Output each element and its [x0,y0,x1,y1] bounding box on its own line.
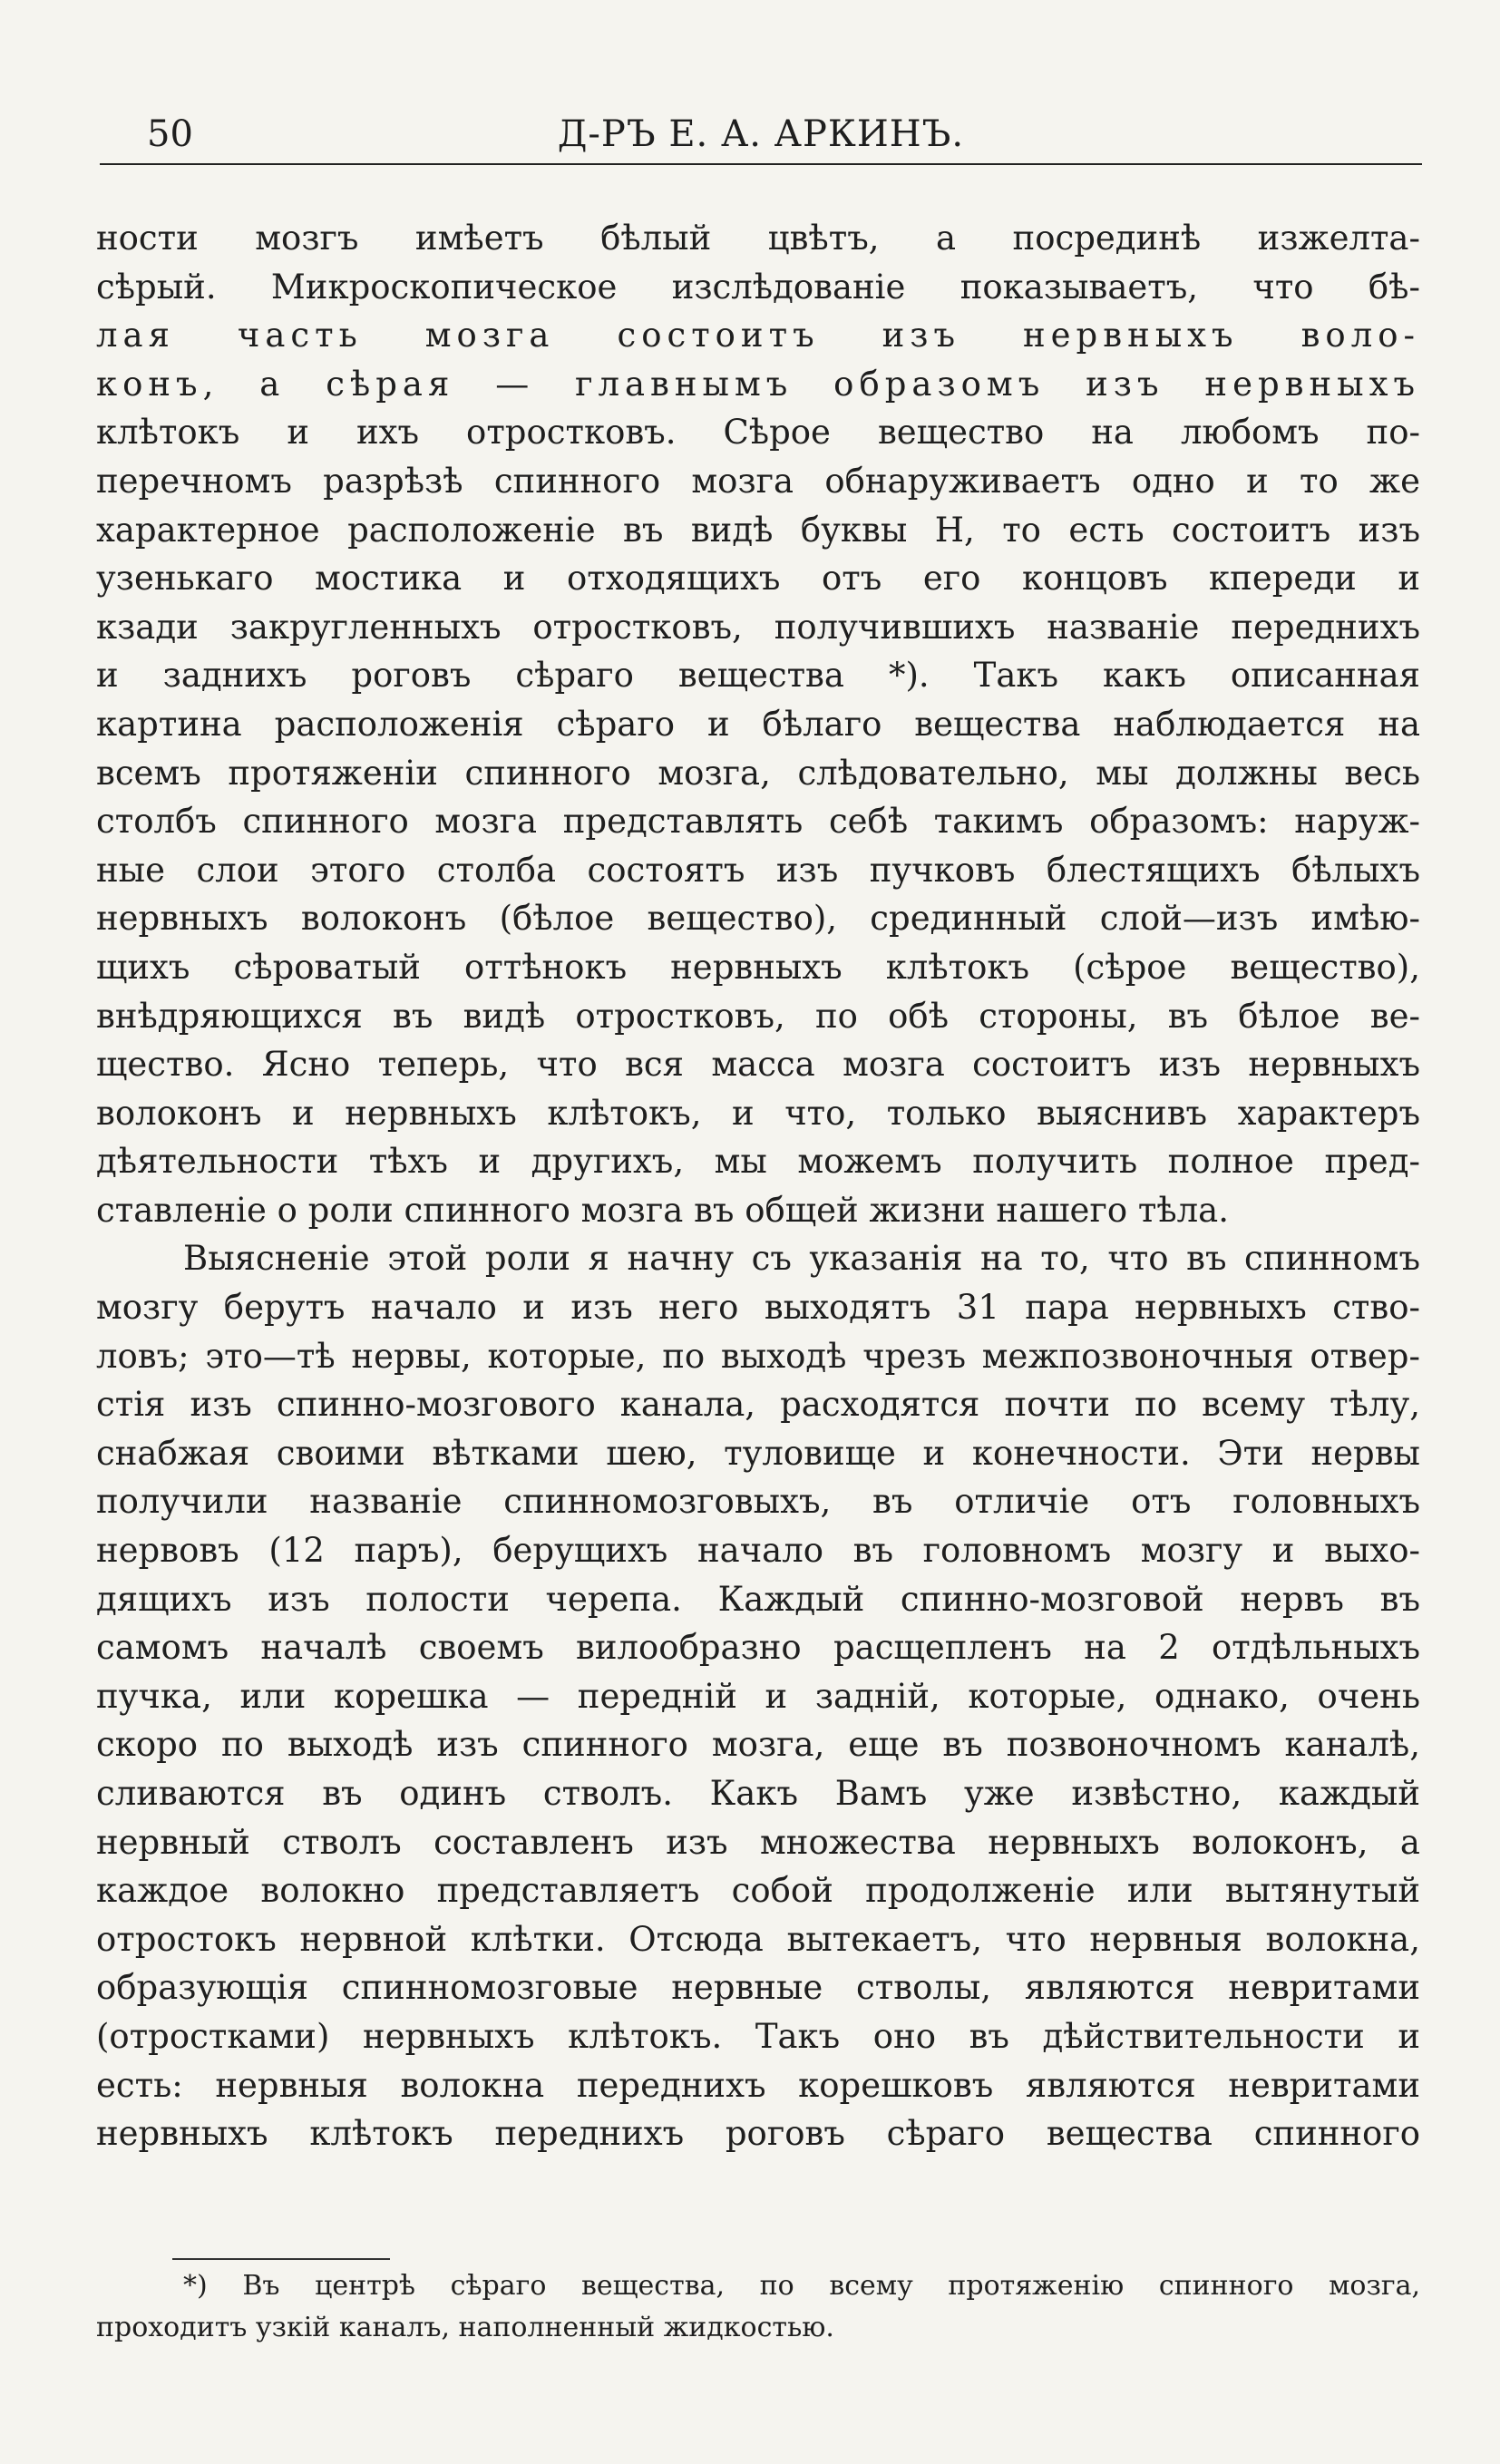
text-line: ности мозгъ имѣетъ бѣлый цвѣтъ, а посрединѣ изжелта- [96,219,1420,258]
text-line: конъ, а сѣрая — главнымъ образомъ изъ нервныхъ [96,364,1420,404]
page-number: 50 [147,113,193,155]
text-line: снабжая своими вѣтками шею, туловище и конечности. Эти нервы [96,1433,1420,1473]
header-rule [100,163,1422,165]
text-line: столбъ спинного мозга представлять себѣ такимъ образомъ: наруж- [96,802,1420,842]
text-line: всемъ протяженіи спинного мозга, слѣдовательно, мы должны весь [96,753,1420,793]
text-line: нервныхъ волоконъ (бѣлое вещество), срединный слой—изъ имѣю- [96,899,1420,939]
text-line: образующія спинномозговые нервные стволы, являются невритами [96,1968,1420,2008]
text-line: волоконъ и нервныхъ клѣтокъ, и что, только выяснивъ характеръ [96,1093,1420,1133]
footnote-rule [172,2258,390,2260]
text-line: отростокъ нервной клѣтки. Отсюда вытекаетъ, что нервныя волокна, [96,1919,1420,1959]
text-line: картина расположенія сѣраго и бѣлаго вещества наблюдается на [96,704,1420,744]
text-line: мозгу берутъ начало и изъ него выходятъ 31 пара нервныхъ ство- [96,1288,1420,1328]
text-line: лая часть мозга состоитъ изъ нервныхъ воло- [96,316,1420,355]
running-head: Д-РЪ Е. А. АРКИНЪ. [557,113,965,155]
text-line: нервный стволъ составленъ изъ множества нервныхъ волоконъ, а [96,1822,1420,1862]
page-header [100,107,1422,161]
text-line: дѣятельности тѣхъ и другихъ, мы можемъ получить полное пред- [96,1142,1420,1182]
text-line: нервовъ (12 паръ), берущихъ начало въ головномъ мозгу и выхо- [96,1531,1420,1571]
text-line: щество. Ясно теперь, что вся масса мозга состоитъ изъ нервныхъ [96,1045,1420,1085]
text-line: перечномъ разрѣзѣ спинного мозга обнаруживаетъ одно и то же [96,461,1420,501]
text-line: узенькаго мостика и отходящихъ отъ его концовъ кпереди и [96,559,1420,599]
text-line: дящихъ изъ полости черепа. Каждый спинно-мозговой нервъ въ [96,1579,1420,1619]
text-line: нервныхъ клѣтокъ переднихъ роговъ сѣраго вещества спинного [96,2114,1420,2154]
text-line: внѣдряющихся въ видѣ отростковъ, по обѣ стороны, въ бѣлое ве- [96,996,1420,1036]
text-line: скоро по выходѣ изъ спинного мозга, еще въ позвоночномъ каналѣ, [96,1725,1420,1765]
text-line: сливаются въ одинъ стволъ. Какъ Вамъ уже извѣстно, каждый [96,1774,1420,1813]
text-line: есть: нервныя волокна переднихъ корешковъ являются невритами [96,2065,1420,2105]
text-line: кзади закругленныхъ отростковъ, получившихъ названіе переднихъ [96,607,1420,647]
text-line: ловъ; это—тѣ нервы, которые, по выходѣ чрезъ межпозвоночныя отвер- [96,1336,1420,1376]
text-line: ные слои этого столба состоятъ изъ пучковъ блестящихъ бѣлыхъ [96,850,1420,890]
footnote [96,2265,1420,2349]
body-text [96,214,1420,2158]
text-line: ставленіе о роли спинного мозга въ общей жизни нашего тѣла. [96,1190,1229,1230]
text-line: получили названіе спинномозговыхъ, въ отличіе отъ головныхъ [96,1482,1420,1522]
footnote-line: проходитъ узкій каналъ, наполненный жидкостью. [96,2312,834,2343]
text-line: каждое волокно представляетъ собой продолженіе или вытянутый [96,1871,1420,1911]
text-line: (отростками) нервныхъ клѣтокъ. Такъ оно въ дѣйствительности и [96,2016,1420,2056]
text-line: стія изъ спинно-мозгового канала, расходятся почти по всему тѣлу, [96,1385,1420,1425]
text-line: щихъ сѣроватый оттѣнокъ нервныхъ клѣтокъ (сѣрое вещество), [96,947,1420,987]
text-line: клѣтокъ и ихъ отростковъ. Сѣрое вещество на любомъ по- [96,413,1420,453]
text-line: сѣрый. Микроскопическое изслѣдованіе показываетъ, что бѣ- [96,267,1420,307]
text-line: характерное расположеніе въ видѣ буквы H, то есть состоитъ изъ [96,510,1420,550]
text-line: пучка, или корешка — передній и задній, которые, однако, очень [96,1676,1420,1716]
text-line: Выясненіе этой роли я начну съ указанія на то, что въ спинномъ [183,1239,1420,1279]
text-line: и заднихъ роговъ сѣраго вещества *). Такъ какъ описанная [96,656,1420,696]
footnote-line: *) Въ центрѣ сѣраго вещества, по всему протяженію спинного мозга, [183,2270,1420,2302]
text-line: самомъ началѣ своемъ вилообразно расщепленъ на 2 отдѣльныхъ [96,1628,1420,1668]
